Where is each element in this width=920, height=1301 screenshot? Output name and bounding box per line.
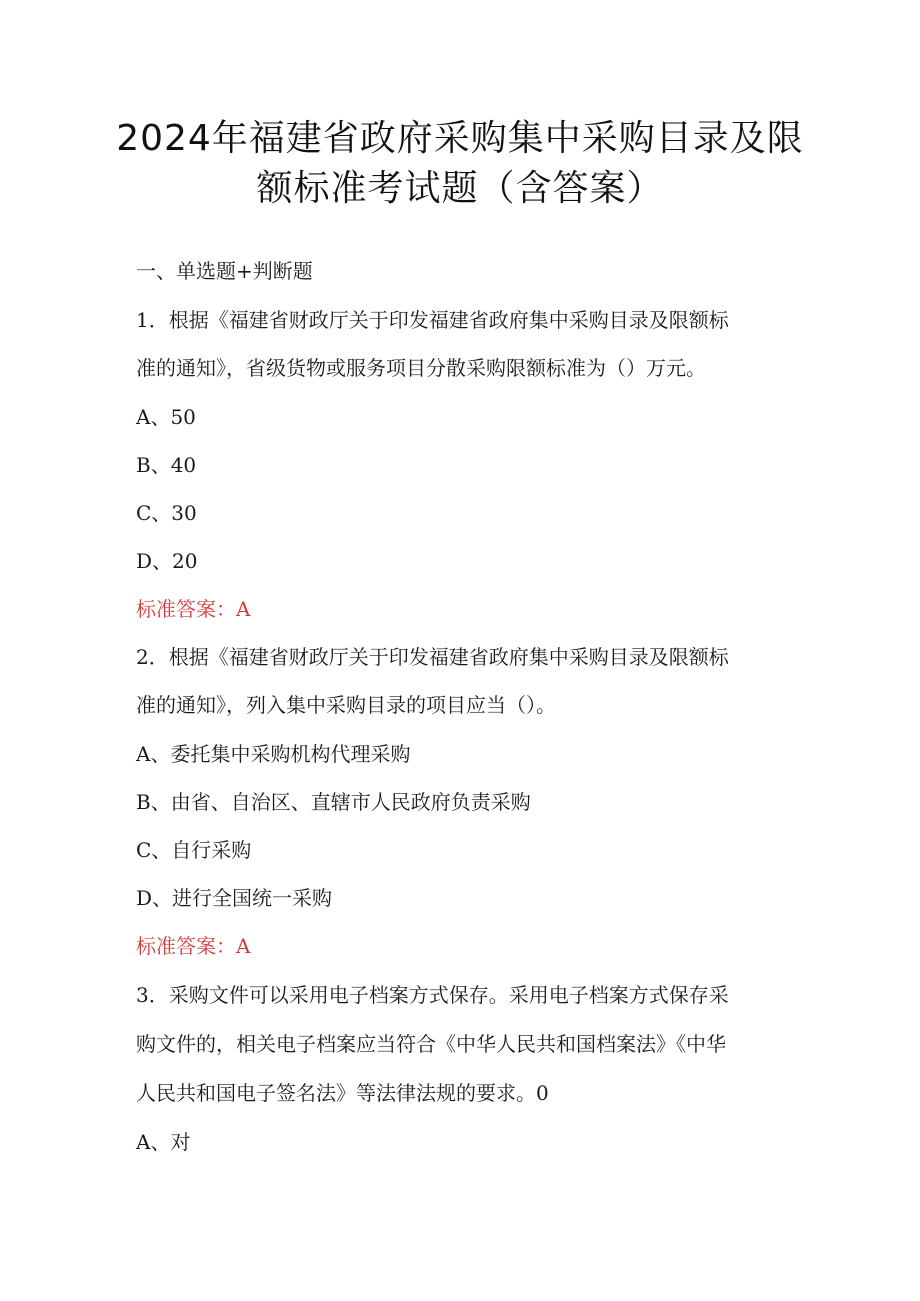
question-1-answer: 标准答案：A (136, 597, 251, 621)
question-3-option-a: A、对 (136, 1130, 191, 1154)
question-1-option-a: A、50 (136, 405, 196, 429)
question-1-stem-line-2: 准的通知》，省级货物或服务项目分散采购限额标准为（）万元。 (136, 356, 706, 380)
question-1-stem-line-1: 1．根据《福建省财政厅关于印发福建省政府集中采购目录及限额标 (136, 308, 729, 332)
question-2-option-b: B、由省、自治区、直辖市人民政府负责采购 (136, 790, 531, 814)
question-1-option-d: D、20 (136, 549, 198, 573)
question-1-option-b: B、40 (136, 453, 197, 477)
document-title-line-2: 额标准考试题（含答案） (256, 168, 664, 209)
question-2-option-c: C、自行采购 (136, 838, 252, 862)
question-2-answer: 标准答案：A (136, 934, 251, 958)
document-title-line-1: 2024年福建省政府采购集中采购目录及限 (116, 118, 804, 159)
section-heading: 一、单选题+判断题 (136, 259, 313, 283)
question-2-stem-line-2: 准的通知》，列入集中采购目录的项目应当（）。 (136, 693, 556, 717)
question-1-option-c: C、30 (136, 501, 197, 525)
question-3-stem-line-1: 3．采购文件可以采用电子档案方式保存。采用电子档案方式保存采 (136, 983, 729, 1007)
question-2-option-a: A、委托集中采购机构代理采购 (136, 742, 411, 766)
question-2-option-d: D、进行全国统一采购 (136, 886, 333, 910)
question-3-stem-line-3: 人民共和国电子签名法》等法律法规的要求。0 (136, 1081, 549, 1105)
question-2-stem-line-1: 2．根据《福建省财政厅关于印发福建省政府集中采购目录及限额标 (136, 645, 729, 669)
question-3-stem-line-2: 购文件的，相关电子档案应当符合《中华人民共和国档案法》《中华 (136, 1032, 726, 1056)
